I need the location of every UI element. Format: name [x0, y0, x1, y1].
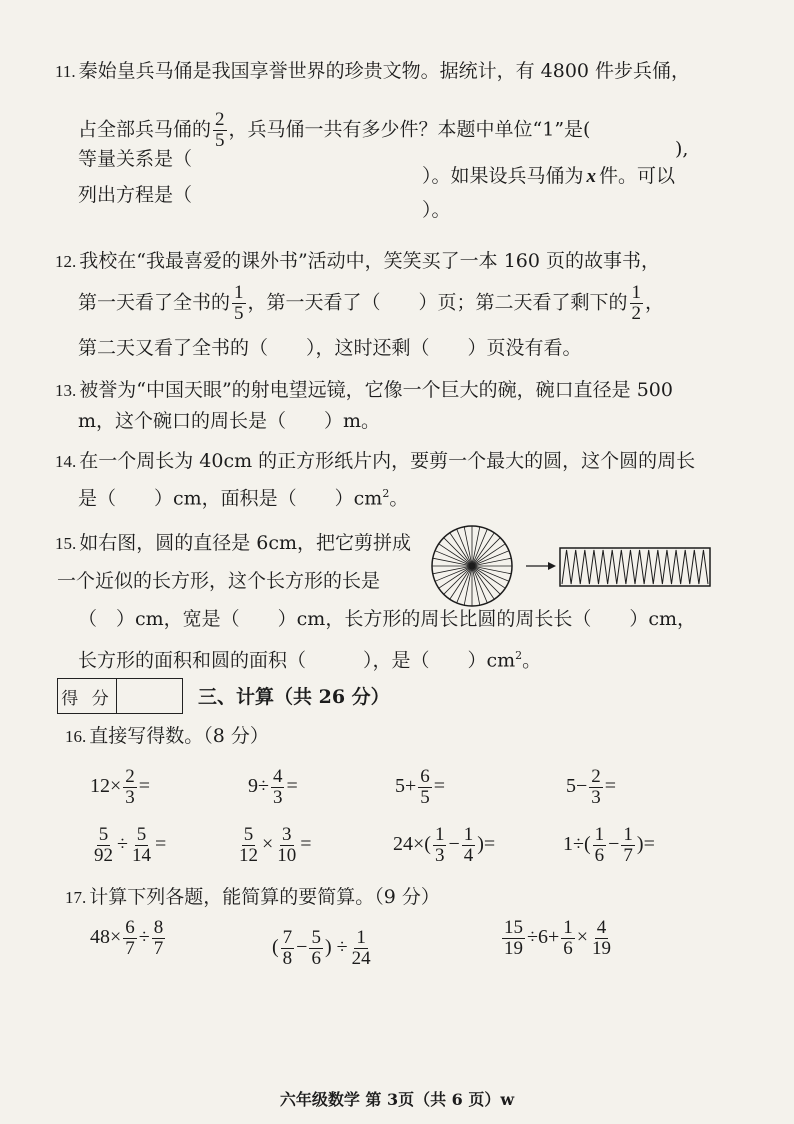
- score-field[interactable]: [117, 679, 182, 713]
- q16-text: 直接写得数。（8 分）: [89, 725, 269, 747]
- numerator: 1: [356, 927, 366, 948]
- numerator: 1: [434, 824, 445, 845]
- q11-text: ）。: [422, 199, 451, 221]
- expr-text: )=: [636, 833, 655, 856]
- denominator: 6: [311, 947, 321, 969]
- numerator: 1: [623, 824, 633, 845]
- expr-text: =: [286, 775, 298, 798]
- denominator: 8: [282, 947, 293, 969]
- numerator: 2: [591, 766, 601, 787]
- numerator: 4: [272, 766, 283, 787]
- question-number: 13.: [55, 381, 77, 400]
- q13-text: m，这个碗口的周长是（ ）m。: [78, 410, 381, 432]
- circle-to-rectangle-figure: [430, 524, 714, 610]
- expr-text: 5+: [395, 775, 417, 798]
- q15-text: 。: [522, 649, 542, 672]
- denominator: 7: [125, 937, 135, 959]
- q12-text: 第一天看了全书的: [78, 291, 231, 314]
- numerator: 3: [282, 824, 292, 845]
- q17-expr-1: [90, 918, 167, 959]
- expr-text: (: [272, 936, 279, 959]
- numerator: 1: [463, 824, 474, 845]
- q15-text: 一个近似的长方形，这个长方形的长是: [57, 570, 381, 592]
- denominator: 5: [215, 129, 225, 151]
- q17-expr-2: [272, 928, 375, 969]
- denominator: 6: [563, 937, 573, 959]
- numerator: 6: [420, 766, 430, 787]
- numerator: 1: [563, 917, 573, 938]
- fraction: [593, 825, 607, 866]
- fraction: [271, 767, 285, 808]
- fraction: [433, 825, 447, 866]
- q11-line1: [55, 62, 690, 81]
- question-number: 12.: [55, 252, 77, 271]
- numerator: 5: [243, 824, 254, 845]
- fraction: [130, 825, 153, 866]
- numerator: 8: [153, 917, 164, 938]
- numerator: 1: [631, 282, 642, 303]
- expr-text: 24×(: [393, 833, 431, 856]
- fraction: [123, 767, 137, 808]
- q11-text: 占全部兵马俑的: [78, 118, 212, 141]
- q11-text: 等量关系是（: [78, 148, 193, 170]
- q11-line3b: [422, 167, 675, 186]
- fraction: [418, 767, 432, 808]
- fraction: [590, 918, 613, 959]
- fraction: [92, 825, 115, 866]
- fraction: [232, 283, 246, 324]
- denominator: 24: [351, 947, 371, 969]
- numerator: 6: [125, 917, 135, 938]
- score-label: 得 分: [58, 679, 117, 713]
- q11-text: 列出方程是（: [78, 184, 193, 206]
- numerator: 4: [596, 917, 607, 938]
- denominator: 4: [463, 844, 474, 866]
- denominator: 14: [131, 844, 151, 866]
- denominator: 3: [591, 786, 601, 808]
- q11-line2: [78, 110, 590, 151]
- q16-expr-7: [393, 825, 495, 866]
- q16-expr-6: [235, 825, 312, 866]
- fraction: [237, 825, 260, 866]
- fraction: [502, 918, 525, 959]
- fraction: [589, 767, 603, 808]
- operator: −: [296, 936, 308, 959]
- denominator: 6: [594, 844, 605, 866]
- denominator: 19: [504, 937, 523, 959]
- expr-text: =: [300, 833, 312, 856]
- q15-text: 长方形的面积和圆的面积（ ），是（ ）cm: [78, 649, 516, 672]
- operator: ÷6+: [527, 926, 560, 949]
- question-number: 15.: [55, 534, 77, 553]
- q16-expr-8: [563, 825, 655, 866]
- q16-expr-4: [566, 767, 616, 808]
- numerator: 2: [125, 766, 135, 787]
- q13-line1: [55, 381, 673, 400]
- expr-text: ) ÷: [324, 936, 348, 959]
- denominator: 3: [272, 786, 283, 808]
- fraction: [152, 918, 166, 959]
- denominator: 3: [434, 844, 445, 866]
- q16-expr-2: [248, 767, 298, 808]
- fraction: [561, 918, 575, 959]
- q17-expr-3: [500, 918, 615, 959]
- fraction: [275, 825, 298, 866]
- q12-text: ，: [645, 291, 665, 314]
- fraction: [281, 928, 295, 969]
- expr-text: 5−: [566, 775, 588, 798]
- q16-expr-1: [90, 767, 150, 808]
- denominator: 7: [153, 937, 164, 959]
- score-box: [57, 678, 183, 714]
- q11-text: 件。可以: [599, 165, 676, 187]
- q11-text: 秦始皇兵马俑是我国享誉世界的珍贵文物。据统计，有 4800 件步兵俑，: [78, 60, 691, 82]
- superscript: 2: [515, 649, 523, 662]
- expr-text: 48×: [90, 926, 122, 949]
- fraction: [213, 110, 227, 151]
- q14-line2: [78, 488, 408, 508]
- expr-text: =: [154, 833, 167, 856]
- q11-bracket-end: ),: [675, 138, 689, 160]
- question-number: 16.: [65, 727, 87, 746]
- operator: −: [608, 833, 620, 856]
- operator: ÷: [117, 833, 128, 856]
- denominator: 92: [94, 844, 113, 866]
- fraction: [350, 928, 373, 969]
- q14-text: 是（ ）cm，面积是（ ）cm: [78, 487, 383, 510]
- fraction: [309, 928, 323, 969]
- expr-text: 9÷: [248, 775, 269, 798]
- numerator: 1: [594, 824, 605, 845]
- q12-line1: [55, 252, 660, 271]
- fraction: [123, 918, 137, 959]
- expr-text: )=: [477, 833, 496, 856]
- q15-text: 如右图，圆的直径是 6cm，把它剪拼成: [79, 532, 412, 554]
- q14-text: 在一个周长为 40cm 的正方形纸片内，要剪一个最大的圆，这个圆的周长: [79, 450, 696, 472]
- q12-text: 第二天又看了全书的（ ），这时还剩（ ）页没有看。: [78, 337, 582, 359]
- numerator: 2: [215, 109, 225, 130]
- expr-text: =: [604, 775, 617, 798]
- numerator: 15: [504, 917, 523, 938]
- expr-text: 12×: [90, 775, 122, 798]
- q14-line1: [55, 452, 695, 471]
- q15-text: （ ）cm，宽是（ ）cm，长方形的周长比圆的周长长（ ）cm，: [78, 608, 696, 630]
- q11-text: ）。如果设兵马俑为: [422, 165, 584, 187]
- arrow-icon: [526, 562, 556, 570]
- superscript: 2: [382, 487, 390, 500]
- q11-text: ，兵马俑一共有多少件？本题中单位“1”是(: [228, 118, 591, 141]
- fraction: [462, 825, 476, 866]
- denominator: 5: [420, 786, 430, 808]
- denominator: 2: [631, 302, 642, 324]
- numerator: 1: [234, 282, 244, 303]
- q14-text: 。: [389, 487, 409, 510]
- expr-text: =: [433, 775, 446, 798]
- approx-rectangle: [560, 548, 710, 586]
- operator: ×: [262, 833, 274, 856]
- numerator: 5: [98, 824, 109, 845]
- operator: ×: [576, 926, 589, 949]
- q17-title: [65, 888, 440, 907]
- question-number: 11.: [55, 62, 76, 81]
- denominator: 12: [239, 844, 258, 866]
- q12-text: 我校在“我最喜爱的课外书”活动中，笑笑买了一本 160 页的故事书，: [79, 250, 661, 272]
- q12-text: ，第一天看了（ ）页；第二天看了剩下的: [247, 291, 628, 314]
- variable-x: x: [586, 166, 597, 187]
- q12-line2: [78, 283, 664, 324]
- q15-line1: [55, 534, 411, 553]
- numerator: 7: [282, 927, 293, 948]
- q16-expr-3: [395, 767, 445, 808]
- denominator: 19: [592, 937, 612, 959]
- q13-text: 被誉为“中国天眼”的射电望远镜，它像一个巨大的碗，碗口直径是 500: [79, 379, 673, 401]
- q15-line4: [78, 650, 541, 670]
- operator: −: [448, 833, 460, 856]
- q16-expr-5: [90, 825, 166, 866]
- expr-text: 1÷(: [563, 833, 591, 856]
- denominator: 10: [277, 844, 297, 866]
- denominator: 7: [623, 844, 633, 866]
- numerator: 5: [311, 927, 321, 948]
- fraction: [630, 283, 644, 324]
- q17-text: 计算下列各题，能简算的要简算。（9 分）: [89, 886, 440, 908]
- operator: ÷: [138, 926, 150, 949]
- fraction: [621, 825, 635, 866]
- denominator: 3: [125, 786, 135, 808]
- denominator: 5: [234, 302, 244, 324]
- numerator: 5: [136, 824, 147, 845]
- question-number: 14.: [55, 452, 77, 471]
- expr-text: =: [138, 775, 151, 798]
- section-title: 三、计算（共 26 分）: [198, 686, 390, 708]
- page-footer: 六年级数学 第 3页（共 6 页）w: [279, 1090, 515, 1109]
- sectored-circle: [432, 526, 512, 606]
- q16-title: [65, 727, 269, 746]
- question-number: 17.: [65, 888, 87, 907]
